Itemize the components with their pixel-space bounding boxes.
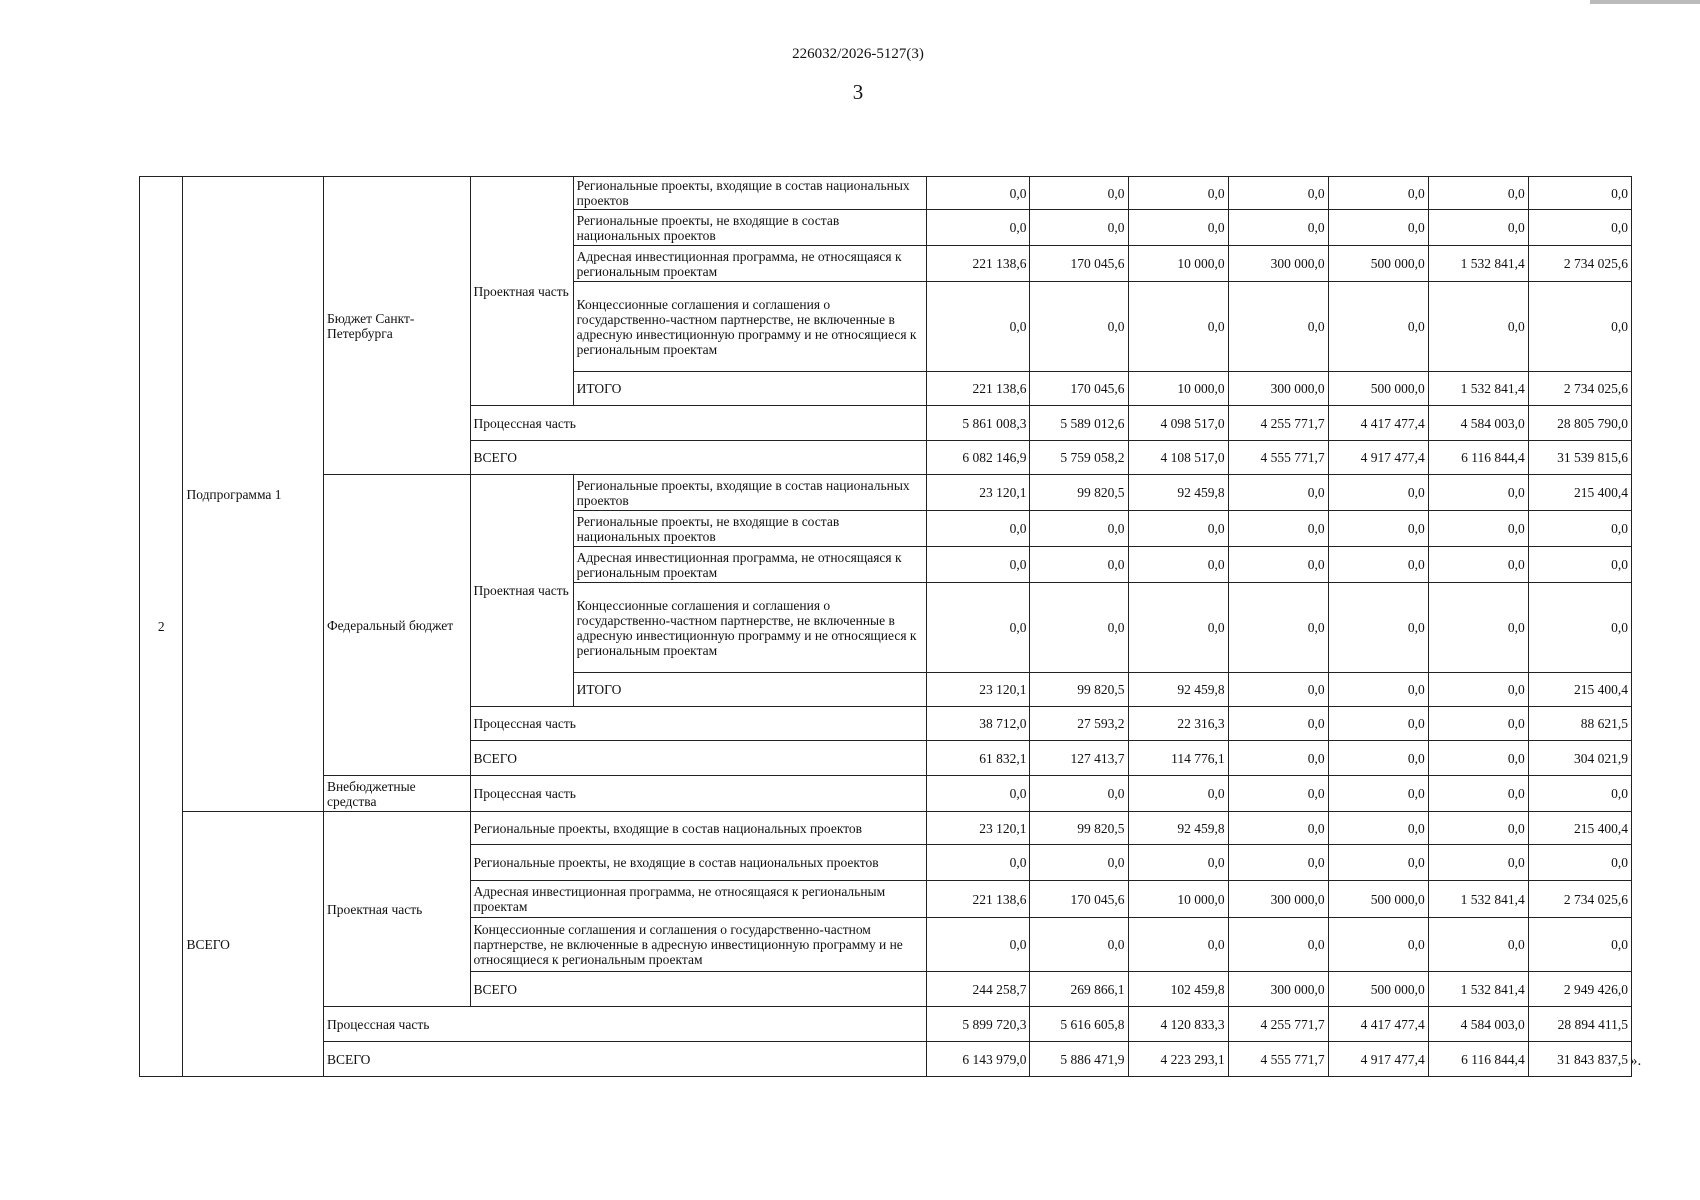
value-cell: 4 098 517,0 [1128,406,1228,441]
value-cell: 0,0 [1030,177,1128,210]
item-regional-not-in: Региональные проекты, не входящие в состав национальных проектов [573,210,927,246]
item-regional-in: Региональные проекты, входящие в состав национальных проектов [573,475,927,511]
value-cell: 6 143 979,0 [927,1042,1030,1077]
vsego-label: ВСЕГО [470,972,927,1007]
value-cell: 2 949 426,0 [1528,972,1631,1007]
item-concessions: Концессионные соглашения и соглашения о государственно-частном партнерстве, не включенные в адресную инвестиционную программу и не относящиеся к региональным проектам [573,583,927,673]
value-cell: 500 000,0 [1328,246,1428,282]
value-cell: 0,0 [1030,282,1128,372]
value-cell: 0,0 [1328,583,1428,673]
value-cell: 0,0 [1128,547,1228,583]
value-cell: 0,0 [1328,210,1428,246]
value-cell: 0,0 [1428,583,1528,673]
value-cell: 0,0 [1030,845,1128,881]
value-cell: 0,0 [1228,776,1328,812]
process-part-label: Процессная часть [470,406,927,441]
value-cell: 5 886 471,9 [1030,1042,1128,1077]
value-cell: 215 400,4 [1528,673,1631,707]
value-cell: 6 116 844,4 [1428,1042,1528,1077]
value-cell: 92 459,8 [1128,673,1228,707]
value-cell: 99 820,5 [1030,475,1128,511]
value-cell: 300 000,0 [1228,246,1328,282]
subprogram-name: Подпрограмма 1 [183,177,324,812]
project-part-label: Проектная часть [470,177,573,406]
value-cell: 0,0 [1128,511,1228,547]
value-cell: 23 120,1 [927,812,1030,845]
vsego-label: ВСЕГО [323,1042,926,1077]
item-regional-not-in: Региональные проекты, не входящие в состав национальных проектов [470,845,927,881]
value-cell: 0,0 [1328,282,1428,372]
value-cell: 0,0 [927,845,1030,881]
value-cell: 0,0 [927,547,1030,583]
table-row [140,812,1632,845]
value-cell: 0,0 [1428,741,1528,776]
process-part-label: Процессная часть [470,776,927,812]
item-regional-in: Региональные проекты, входящие в состав национальных проектов [573,177,927,210]
value-cell: 0,0 [1030,918,1128,972]
budget-table [139,176,1632,1077]
value-cell: 92 459,8 [1128,475,1228,511]
value-cell: 99 820,5 [1030,673,1128,707]
value-cell: 4 555 771,7 [1228,1042,1328,1077]
value-cell: 0,0 [927,918,1030,972]
section-total: ВСЕГО [183,812,324,1077]
project-part-label: Проектная часть [323,812,470,1007]
page-number: 3 [852,80,864,104]
value-cell: 5 899 720,3 [927,1007,1030,1042]
section-spb-budget: Бюджет Санкт-Петербурга [323,177,470,475]
value-cell: 5 589 012,6 [1030,406,1128,441]
value-cell: 4 255 771,7 [1228,406,1328,441]
value-cell: 170 045,6 [1030,372,1128,406]
value-cell: 4 917 477,4 [1328,441,1428,475]
value-cell: 27 593,2 [1030,707,1128,741]
value-cell: 0,0 [1428,475,1528,511]
value-cell: 0,0 [1428,210,1528,246]
value-cell: 0,0 [1030,210,1128,246]
value-cell: 0,0 [927,511,1030,547]
table-row [140,177,1632,210]
value-cell: 0,0 [1428,918,1528,972]
value-cell: 0,0 [1328,673,1428,707]
value-cell: 0,0 [1428,177,1528,210]
value-cell: 0,0 [1328,812,1428,845]
value-cell: 0,0 [1328,845,1428,881]
value-cell: 0,0 [1228,812,1328,845]
closing-quote: ». [1630,1053,1642,1069]
value-cell: 2 734 025,6 [1528,246,1631,282]
value-cell: 0,0 [927,583,1030,673]
value-cell: 0,0 [1328,511,1428,547]
value-cell: 38 712,0 [927,707,1030,741]
itogo-label: ИТОГО [573,673,927,707]
row-index: 2 [140,177,183,1077]
value-cell: 0,0 [927,177,1030,210]
value-cell: 269 866,1 [1030,972,1128,1007]
value-cell: 0,0 [1428,282,1528,372]
value-cell: 1 532 841,4 [1428,972,1528,1007]
value-cell: 0,0 [1228,583,1328,673]
value-cell: 4 555 771,7 [1228,441,1328,475]
value-cell: 0,0 [1228,177,1328,210]
item-concessions: Концессионные соглашения и соглашения о государственно-частном партнерстве, не включенные в адресную инвестиционную программу и не относящиеся к региональным проектам [470,918,927,972]
value-cell: 28 894 411,5 [1528,1007,1631,1042]
value-cell: 0,0 [1228,707,1328,741]
value-cell: 0,0 [1428,547,1528,583]
table-row [140,1042,1632,1077]
value-cell: 0,0 [1228,741,1328,776]
value-cell: 0,0 [1328,918,1428,972]
value-cell: 215 400,4 [1528,812,1631,845]
value-cell: 0,0 [1528,583,1631,673]
value-cell: 300 000,0 [1228,881,1328,918]
value-cell: 0,0 [1228,845,1328,881]
value-cell: 0,0 [1030,547,1128,583]
value-cell: 5 759 058,2 [1030,441,1128,475]
value-cell: 10 000,0 [1128,881,1228,918]
table-row [140,1007,1632,1042]
project-part-label: Проектная часть [470,475,573,707]
value-cell: 0,0 [1528,776,1631,812]
value-cell: 0,0 [1228,511,1328,547]
value-cell: 221 138,6 [927,372,1030,406]
value-cell: 4 108 517,0 [1128,441,1228,475]
value-cell: 0,0 [1128,210,1228,246]
item-regional-in: Региональные проекты, входящие в состав национальных проектов [470,812,927,845]
value-cell: 0,0 [1428,776,1528,812]
value-cell: 2 734 025,6 [1528,881,1631,918]
value-cell: 0,0 [1528,177,1631,210]
section-federal-budget: Федеральный бюджет [323,475,470,776]
scan-edge-mark [1590,0,1700,4]
value-cell: 0,0 [1328,707,1428,741]
value-cell: 10 000,0 [1128,246,1228,282]
value-cell: 244 258,7 [927,972,1030,1007]
item-aip: Адресная инвестиционная программа, не относящаяся к региональным проектам [470,881,927,918]
value-cell: 0,0 [1328,776,1428,812]
value-cell: 0,0 [1528,210,1631,246]
value-cell: 5 861 008,3 [927,406,1030,441]
value-cell: 1 532 841,4 [1428,246,1528,282]
value-cell: 4 917 477,4 [1328,1042,1428,1077]
value-cell: 23 120,1 [927,475,1030,511]
value-cell: 4 417 477,4 [1328,1007,1428,1042]
value-cell: 4 223 293,1 [1128,1042,1228,1077]
value-cell: 4 255 771,7 [1228,1007,1328,1042]
value-cell: 215 400,4 [1528,475,1631,511]
value-cell: 0,0 [1228,918,1328,972]
vsego-label: ВСЕГО [470,441,927,475]
itogo-label: ИТОГО [573,372,927,406]
value-cell: 0,0 [1228,210,1328,246]
value-cell: 0,0 [927,282,1030,372]
value-cell: 0,0 [1328,475,1428,511]
value-cell: 300 000,0 [1228,372,1328,406]
value-cell: 0,0 [1428,673,1528,707]
value-cell: 0,0 [1328,741,1428,776]
process-part-label: Процессная часть [323,1007,926,1042]
value-cell: 500 000,0 [1328,372,1428,406]
value-cell: 500 000,0 [1328,881,1428,918]
value-cell: 0,0 [1030,583,1128,673]
item-aip: Адресная инвестиционная программа, не относящаяся к региональным проектам [573,547,927,583]
value-cell: 0,0 [1328,547,1428,583]
value-cell: 0,0 [927,210,1030,246]
value-cell: 22 316,3 [1128,707,1228,741]
value-cell: 0,0 [1528,547,1631,583]
value-cell: 23 120,1 [927,673,1030,707]
value-cell: 0,0 [1128,776,1228,812]
document-number: 226032/2026-5127(3) [792,46,924,62]
value-cell: 4 120 833,3 [1128,1007,1228,1042]
value-cell: 2 734 025,6 [1528,372,1631,406]
value-cell: 0,0 [1228,475,1328,511]
value-cell: 500 000,0 [1328,972,1428,1007]
value-cell: 0,0 [1528,282,1631,372]
value-cell: 300 000,0 [1228,972,1328,1007]
value-cell: 0,0 [1428,845,1528,881]
value-cell: 221 138,6 [927,881,1030,918]
value-cell: 61 832,1 [927,741,1030,776]
value-cell: 1 532 841,4 [1428,881,1528,918]
value-cell: 4 417 477,4 [1328,406,1428,441]
value-cell: 0,0 [1128,845,1228,881]
value-cell: 0,0 [1228,282,1328,372]
value-cell: 0,0 [1428,707,1528,741]
value-cell: 1 532 841,4 [1428,372,1528,406]
value-cell: 221 138,6 [927,246,1030,282]
value-cell: 92 459,8 [1128,812,1228,845]
value-cell: 0,0 [1128,282,1228,372]
value-cell: 0,0 [1128,583,1228,673]
value-cell: 170 045,6 [1030,246,1128,282]
value-cell: 127 413,7 [1030,741,1128,776]
value-cell: 0,0 [1228,673,1328,707]
value-cell: 0,0 [927,776,1030,812]
item-concessions: Концессионные соглашения и соглашения о государственно-частном партнерстве, не включенные в адресную инвестиционную программу и не относящиеся к региональным проектам [573,282,927,372]
value-cell: 10 000,0 [1128,372,1228,406]
value-cell: 0,0 [1128,177,1228,210]
vsego-label: ВСЕГО [470,741,927,776]
value-cell: 28 805 790,0 [1528,406,1631,441]
value-cell: 0,0 [1428,812,1528,845]
item-aip: Адресная инвестиционная программа, не относящаяся к региональным проектам [573,246,927,282]
value-cell: 0,0 [1428,511,1528,547]
value-cell: 6 082 146,9 [927,441,1030,475]
value-cell: 4 584 003,0 [1428,406,1528,441]
value-cell: 0,0 [1528,511,1631,547]
value-cell: 88 621,5 [1528,707,1631,741]
value-cell: 114 776,1 [1128,741,1228,776]
table-row [140,776,1632,812]
item-regional-not-in: Региональные проекты, не входящие в состав национальных проектов [573,511,927,547]
process-part-label: Процессная часть [470,707,927,741]
section-offbudget: Внебюджетные средства [323,776,470,812]
value-cell: 6 116 844,4 [1428,441,1528,475]
value-cell: 31 539 815,6 [1528,441,1631,475]
value-cell: 0,0 [1528,918,1631,972]
value-cell: 0,0 [1328,177,1428,210]
value-cell: 0,0 [1030,511,1128,547]
value-cell: 304 021,9 [1528,741,1631,776]
value-cell: 0,0 [1128,918,1228,972]
value-cell: 4 584 003,0 [1428,1007,1528,1042]
value-cell: 0,0 [1528,845,1631,881]
value-cell: 102 459,8 [1128,972,1228,1007]
value-cell: 31 843 837,5 [1528,1042,1631,1077]
table-row [140,475,1632,511]
value-cell: 170 045,6 [1030,881,1128,918]
value-cell: 99 820,5 [1030,812,1128,845]
value-cell: 5 616 605,8 [1030,1007,1128,1042]
value-cell: 0,0 [1030,776,1128,812]
value-cell: 0,0 [1228,547,1328,583]
